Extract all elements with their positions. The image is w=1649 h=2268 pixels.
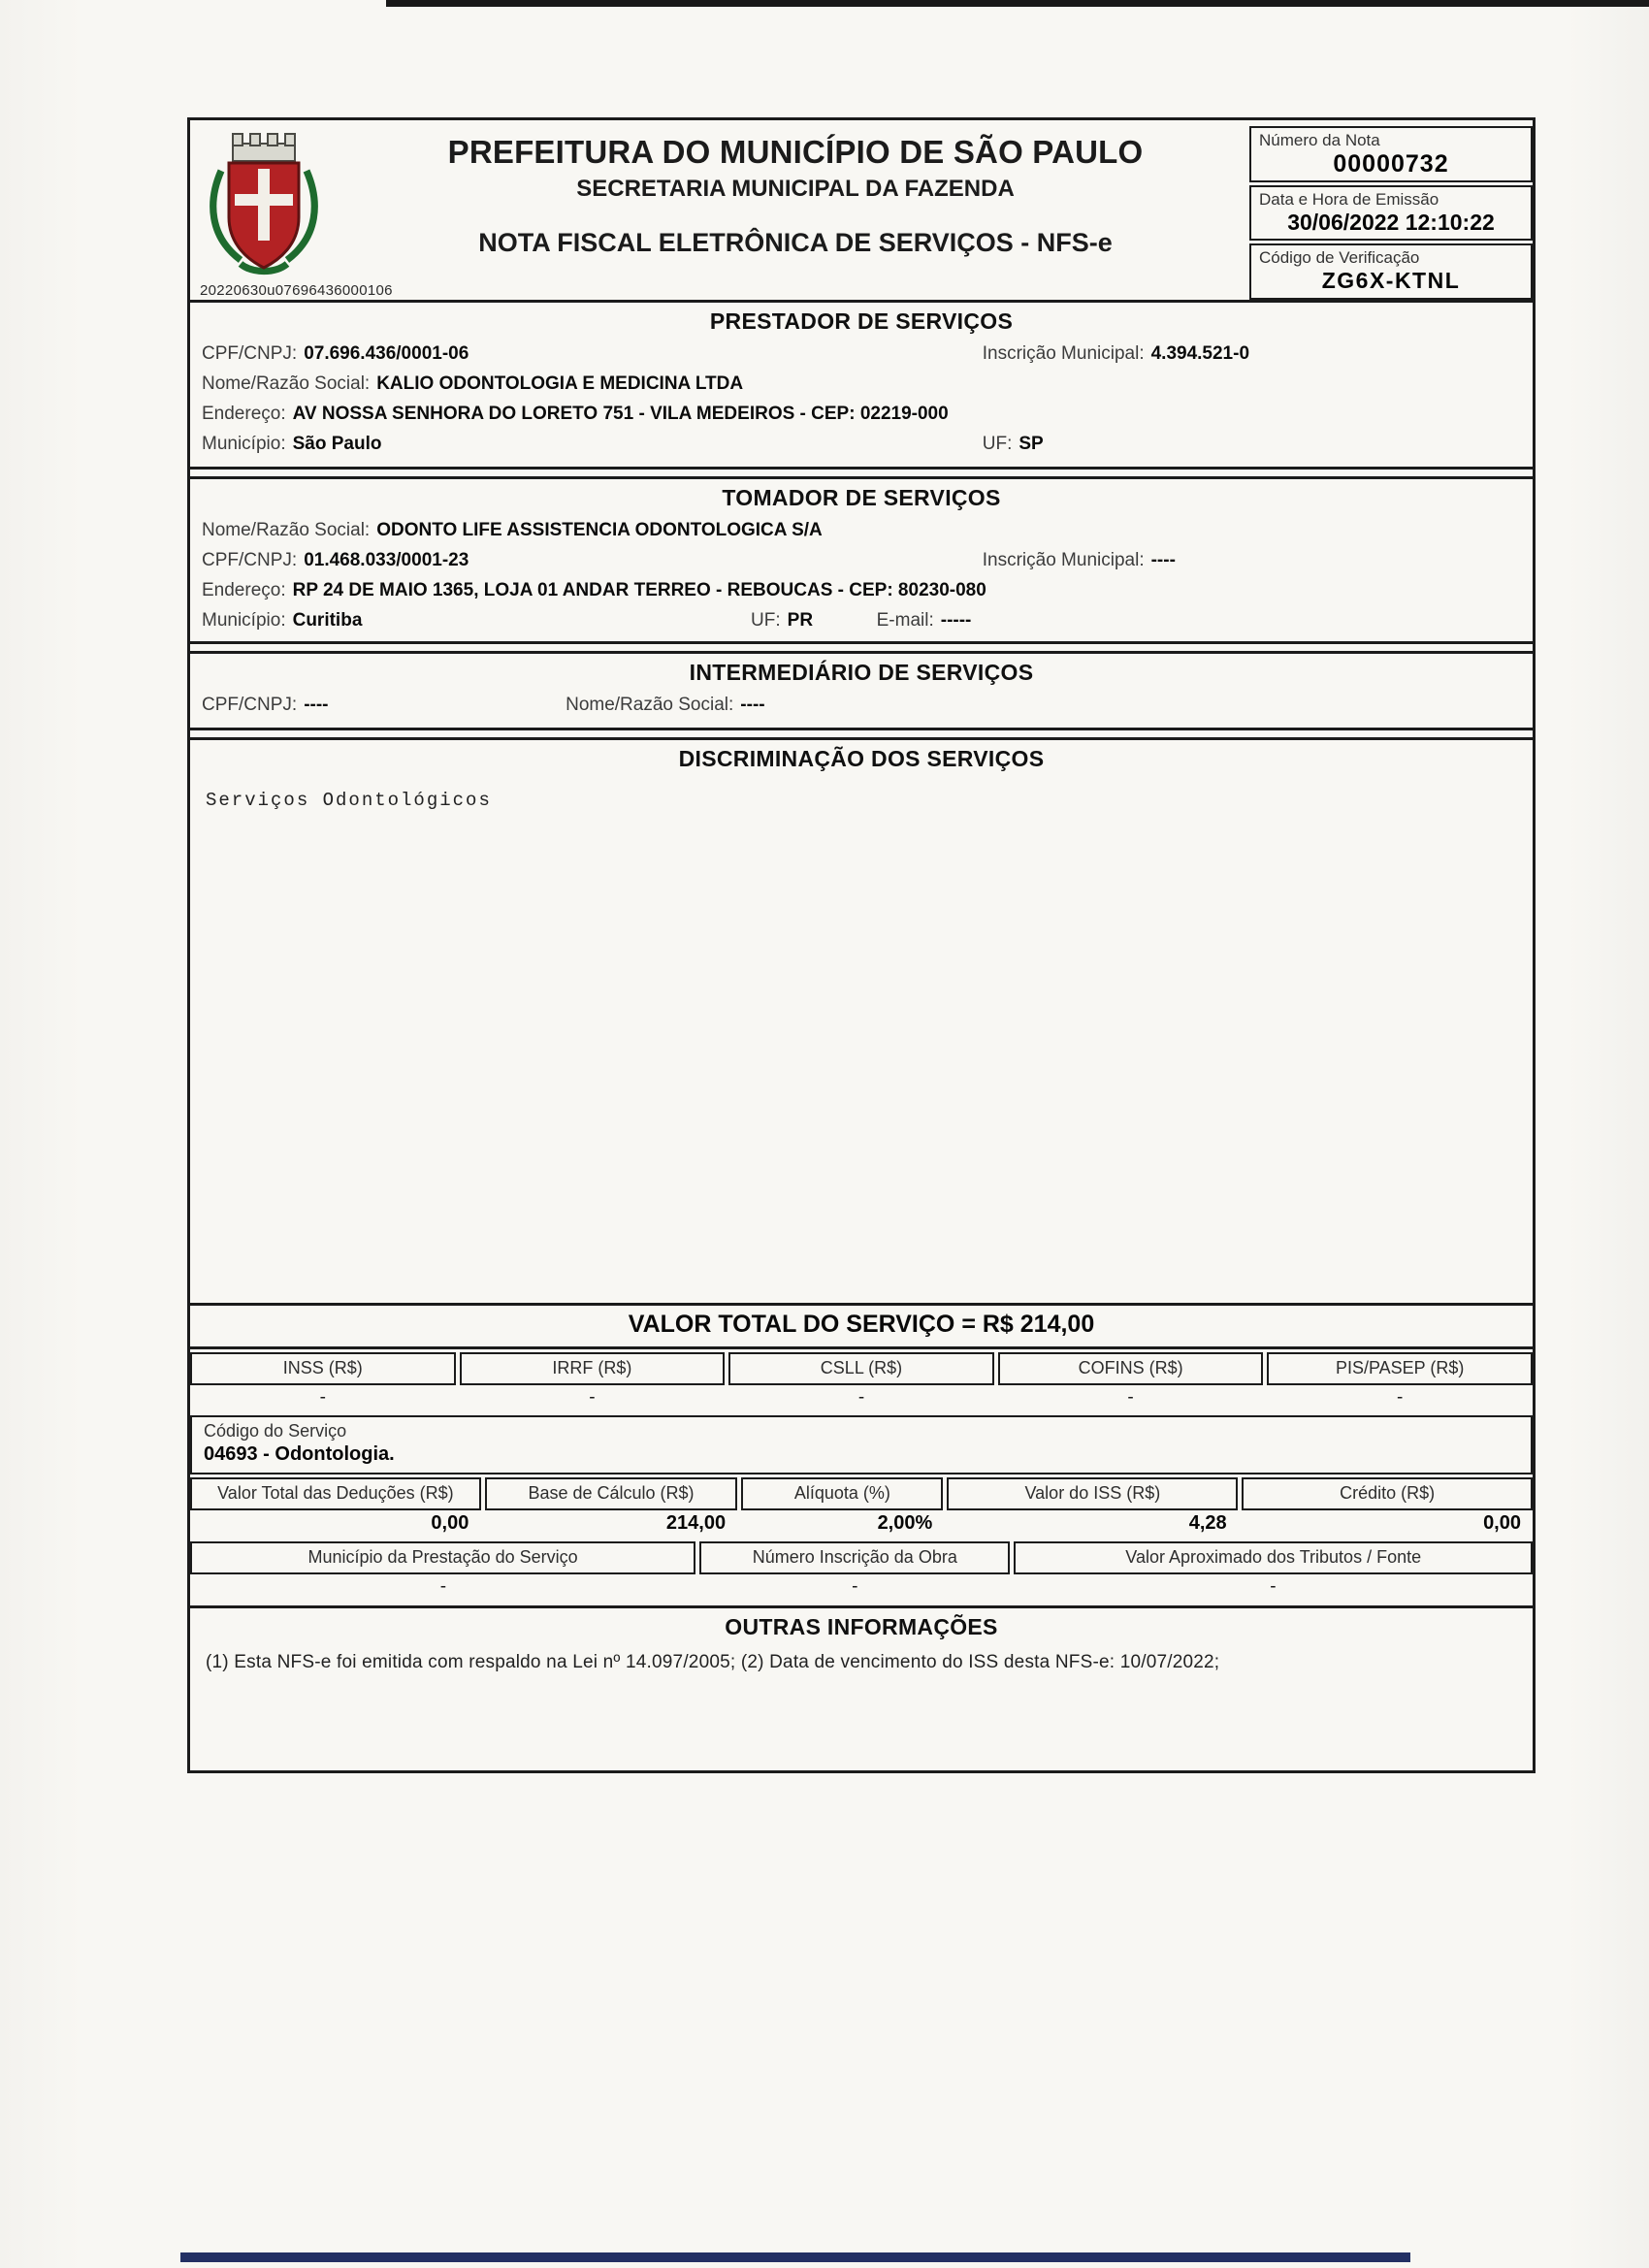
intermediario-nome-label: Nome/Razão Social: (566, 695, 734, 715)
csll-header-cell: CSLL (R$) (728, 1352, 994, 1385)
prestador-municipio-label: Município: (202, 434, 286, 454)
codigo-servico-value: 04693 - Odontologia. (204, 1443, 395, 1465)
prestador-cnpj-value: 07.696.436/0001-06 (304, 343, 469, 364)
inscricao-obra-value-cell: - (852, 1576, 858, 1597)
prestador-municipio-value: São Paulo (292, 434, 382, 454)
municipio-prestacao-value-cell: - (439, 1576, 447, 1597)
prestador-nome-field (190, 369, 1533, 399)
prestador-section-title: PRESTADOR DE SERVIÇOS (709, 308, 1014, 334)
prestador-endereco-field (190, 399, 1533, 429)
calculo-header-row (190, 1477, 1533, 1510)
prestador-im-field (983, 339, 1525, 369)
tomador-nome-value: ODONTO LIFE ASSISTENCIA ODONTOLOGICA S/A (376, 520, 823, 540)
tomador-cnpj-value: 01.468.033/0001-23 (304, 550, 469, 570)
prestador-im-value: 4.394.521-0 (1150, 343, 1250, 364)
tomador-municipio-value: Curitiba (292, 610, 363, 631)
extras-value-row (190, 1574, 1533, 1602)
intermediario-section (190, 651, 1533, 730)
prestador-municipio-row (190, 429, 1533, 459)
tomador-endereco-field (190, 575, 1533, 605)
prefeitura-title: PREFEITURA DO MUNICÍPIO DE SÃO PAULO (447, 134, 1144, 170)
tributos-fonte-value-cell: - (1270, 1576, 1277, 1597)
header-titles (347, 126, 1244, 300)
aliquota-header-cell: Alíquota (%) (741, 1477, 943, 1510)
discriminacao-section (190, 737, 1533, 1306)
nfse-document (187, 117, 1536, 1773)
deducoes-value-cell: 0,00 (431, 1512, 469, 1534)
tomador-municipio-label: Município: (202, 610, 286, 631)
document-title: NOTA FISCAL ELETRÔNICA DE SERVIÇOS - NFS-e (478, 228, 1113, 257)
prestador-cnpj-label: CPF/CNPJ: (202, 343, 298, 364)
prestador-section (190, 303, 1533, 470)
tomador-municipio-field (202, 605, 751, 635)
tomador-email-field (877, 605, 1525, 635)
discriminacao-text: Serviços Odontológicos (206, 790, 492, 811)
inscricao-obra-header-cell: Número Inscrição da Obra (699, 1541, 1010, 1574)
verification-code-box (1249, 243, 1533, 300)
prestador-endereco-label: Endereço: (202, 404, 286, 424)
codigo-servico-box (190, 1415, 1533, 1474)
tomador-cnpj-label: CPF/CNPJ: (202, 550, 298, 570)
intermediario-section-title: INTERMEDIÁRIO DE SERVIÇOS (689, 660, 1034, 685)
codigo-servico-label: Código do Serviço (204, 1421, 347, 1441)
outras-informacoes-section (190, 1605, 1533, 1770)
deducoes-header-cell: Valor Total das Deduções (R$) (190, 1477, 481, 1510)
tomador-municipio-row (190, 605, 1533, 635)
pis-pasep-value-cell: - (1397, 1387, 1404, 1408)
cofins-value-cell: - (1127, 1387, 1134, 1408)
tomador-nome-field (190, 515, 1533, 545)
intermediario-nome-field (566, 690, 1525, 720)
tomador-section (190, 476, 1533, 644)
credito-header-cell: Crédito (R$) (1242, 1477, 1533, 1510)
prestador-uf-label: UF: (982, 434, 1013, 454)
emission-datetime-label: Data e Hora de Emissão (1259, 189, 1439, 209)
municipio-prestacao-header-cell: Município da Prestação do Serviço (190, 1541, 695, 1574)
discriminacao-section-title: DISCRIMINAÇÃO DOS SERVIÇOS (678, 746, 1045, 771)
prestador-cnpj-row (190, 339, 1533, 369)
scan-artifact-bottom-blue-line (180, 2252, 1410, 2262)
scan-artifact-top-line (386, 0, 1649, 7)
verification-code-label: Código de Verificação (1259, 248, 1420, 268)
outras-informacoes-text: (1) Esta NFS-e foi emitida com respaldo na Lei nº 14.097/2005; (2) Data de vencimento do ISS desta NFS-e: 10/07/2022; (206, 1652, 1220, 1672)
outras-informacoes-title: OUTRAS INFORMAÇÕES (725, 1614, 998, 1639)
scan-barcode-number: 20220630u07696436000106 (200, 282, 393, 299)
tomador-uf-value: PR (787, 610, 814, 631)
tomador-endereco-value: RP 24 DE MAIO 1365, LOJA 01 ANDAR TERREO - REBOUCAS - CEP: 80230-080 (292, 580, 986, 600)
tomador-nome-label: Nome/Razão Social: (202, 520, 371, 540)
prestador-endereco-value: AV NOSSA SENHORA DO LORETO 751 - VILA MEDEIROS - CEP: 02219-000 (292, 404, 949, 424)
intermediario-cnpj-field (202, 690, 566, 720)
valor-iss-header-cell: Valor do ISS (R$) (947, 1477, 1238, 1510)
impostos-value-row (190, 1385, 1533, 1412)
credito-value-cell: 0,00 (1483, 1512, 1521, 1534)
tomador-uf-field (751, 605, 877, 635)
intermediario-cnpj-value: ---- (304, 695, 329, 715)
prestador-uf-value: SP (1018, 434, 1044, 454)
prestador-nome-value: KALIO ODONTOLOGIA E MEDICINA LTDA (376, 373, 744, 394)
secretaria-subtitle: SECRETARIA MUNICIPAL DA FAZENDA (576, 176, 1015, 202)
tomador-cnpj-row (190, 545, 1533, 575)
csll-value-cell: - (857, 1387, 865, 1408)
base-calculo-value-cell: 214,00 (665, 1512, 727, 1534)
prestador-municipio-field (202, 429, 983, 459)
document-header (190, 120, 1533, 303)
prestador-nome-label: Nome/Razão Social: (202, 373, 371, 394)
nota-number-box (1249, 126, 1533, 182)
emission-datetime-value: 30/06/2022 12:10:22 (1287, 209, 1495, 235)
tributos-fonte-header-cell: Valor Aproximado dos Tributos / Fonte (1014, 1541, 1533, 1574)
tomador-email-label: E-mail: (876, 610, 934, 631)
tomador-im-field (983, 545, 1525, 575)
tomador-im-value: ---- (1150, 550, 1176, 570)
tomador-uf-label: UF: (751, 610, 781, 631)
sao-paulo-coat-of-arms-icon (202, 126, 347, 300)
inss-header-cell: INSS (R$) (190, 1352, 456, 1385)
irrf-header-cell: IRRF (R$) (460, 1352, 726, 1385)
tomador-im-label: Inscrição Municipal: (982, 550, 1145, 570)
verification-code-value: ZG6X-KTNL (1321, 268, 1461, 294)
intermediario-nome-value: ---- (740, 695, 765, 715)
prestador-uf-field (983, 429, 1525, 459)
valor-total-line: VALOR TOTAL DO SERVIÇO = R$ 214,00 (190, 1306, 1533, 1349)
base-calculo-header-cell: Base de Cálculo (R$) (485, 1477, 738, 1510)
tomador-section-title: TOMADOR DE SERVIÇOS (722, 485, 1001, 510)
nota-number-value: 00000732 (1333, 150, 1449, 178)
inss-value-cell: - (319, 1387, 326, 1408)
emission-datetime-box (1249, 185, 1533, 242)
header-info-boxes (1249, 126, 1533, 300)
impostos-header-row (190, 1352, 1533, 1385)
cofins-header-cell: COFINS (R$) (998, 1352, 1264, 1385)
prestador-cnpj-field (202, 339, 983, 369)
tomador-cnpj-field (202, 545, 983, 575)
calculo-value-row (190, 1510, 1533, 1539)
irrf-value-cell: - (589, 1387, 596, 1408)
aliquota-value-cell: 2,00% (877, 1512, 933, 1534)
prestador-im-label: Inscrição Municipal: (982, 343, 1145, 364)
extras-header-row (190, 1541, 1533, 1574)
valor-iss-value-cell: 4,28 (1188, 1512, 1227, 1534)
pis-pasep-header-cell: PIS/PASEP (R$) (1267, 1352, 1533, 1385)
intermediario-cnpj-label: CPF/CNPJ: (202, 695, 298, 715)
intermediario-row (190, 690, 1533, 720)
nota-number-label: Número da Nota (1259, 131, 1380, 149)
tomador-endereco-label: Endereço: (202, 580, 286, 600)
tomador-email-value: ----- (940, 610, 972, 631)
